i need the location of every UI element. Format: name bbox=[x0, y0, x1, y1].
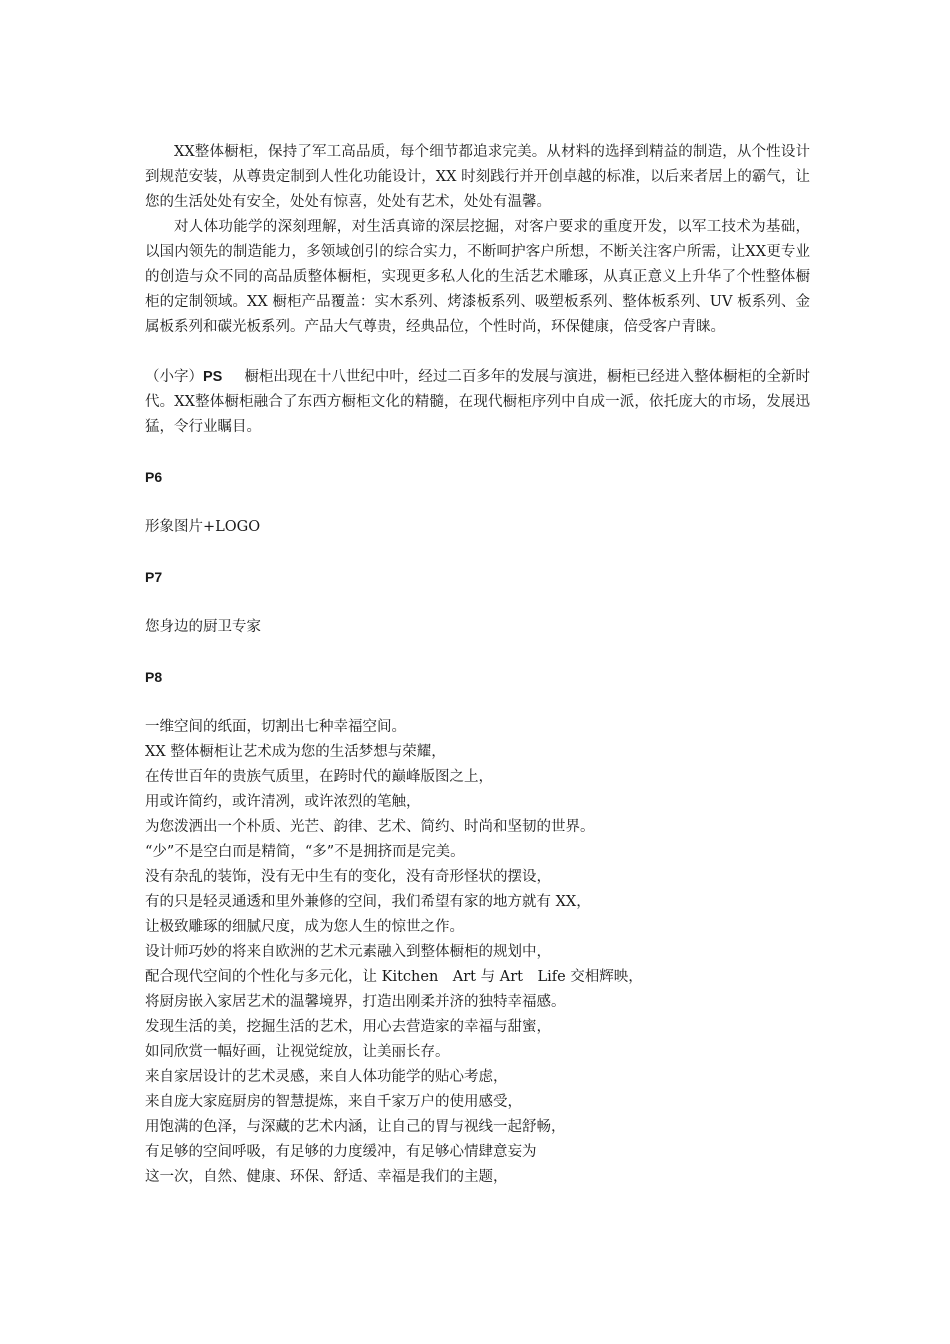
p6-text: 形象图片+LOGO bbox=[145, 519, 261, 535]
poem-line: 为您泼洒出一个朴质、光芒、韵律、艺术、简约、时尚和坚韧的世界。 bbox=[145, 819, 595, 835]
poem-line: 一维空间的纸面，切割出七种幸福空间。 bbox=[145, 719, 406, 735]
poem-line: 让极致雕琢的细腻尺度，成为您人生的惊世之作。 bbox=[145, 919, 464, 935]
poem-line: 发现生活的美，挖掘生活的艺术，用心去营造家的幸福与甜蜜， bbox=[145, 1019, 551, 1035]
poem-line: 用饱满的色泽，与深藏的艺术内涵，让自己的胃与视线一起舒畅， bbox=[145, 1119, 566, 1135]
intro-paragraph-1: XX整体橱柜，保持了军工高品质，每个细节都追求完美。从材料的选择到精益的制造，从个性设计到规范安装，从尊贵定制到人性化功能设计，XX 时刻践行并开创卓越的标准，以后来者居上的霸气，让您的生活处处有安全，处处有惊喜，处处有艺术，处处有温馨。 bbox=[145, 144, 810, 210]
poem-line: 没有杂乱的装饰，没有无中生有的变化，没有奇形怪状的摆设， bbox=[145, 869, 551, 885]
ps-paragraph bbox=[145, 365, 810, 440]
poem-line: 用或许简约，或许清冽，或许浓烈的笔触， bbox=[145, 794, 421, 810]
poem-line: 有的只是轻灵通透和里外兼修的空间，我们希望有家的地方就有 XX， bbox=[145, 894, 591, 910]
poem-line: 将厨房嵌入家居艺术的温馨境界，打造出刚柔并济的独特幸福感。 bbox=[145, 994, 566, 1010]
poem-line: 设计师巧妙的将来自欧洲的艺术元素融入到整体橱柜的规划中， bbox=[145, 944, 551, 960]
poem-line: 如同欣赏一幅好画，让视觉绽放，让美丽长存。 bbox=[145, 1044, 450, 1060]
poem-line: XX 整体橱柜让艺术成为您的生活梦想与荣耀， bbox=[145, 744, 446, 760]
ps-tag: PS bbox=[203, 369, 223, 385]
intro-paragraph-2: 对人体功能学的深刻理解，对生活真谛的深层挖掘，对客户要求的重度开发，以军工技术为基础，以国内领先的制造能力，多领域创引的综合实力，不断呵护客户所想，不断关注客户所需，让XX更专业的创造与众不同的高品质整体橱柜，实现更多私人化的生活艺术雕琢，从真正意义上升华了个性整体橱柜的定制领域。XX 橱柜产品覆盖：实木系列、烤漆板系列、吸塑板系列、整体板系列、UV 板系列、金属板系列和碳光板系列。产品大气尊贵，经典品位，个性时尚，环保健康，倍受客户青睐。 bbox=[145, 219, 810, 335]
poem-line: 这一次，自然、健康、环保、舒适、幸福是我们的主题， bbox=[145, 1169, 508, 1185]
ps-text: 橱柜出现在十八世纪中叶，经过二百多年的发展与演进，橱柜已经进入整体橱柜的全新时代。XX整体橱柜融合了东西方橱柜文化的精髓，在现代橱柜序列中自成一派，依托庞大的市场，发展迅猛，令行业瞩目。 bbox=[145, 369, 810, 435]
p8-lines bbox=[145, 715, 810, 1190]
section-heading-p7: P7 bbox=[145, 569, 163, 585]
document-page bbox=[145, 140, 810, 1190]
ps-prefix: （小字） bbox=[145, 369, 204, 385]
poem-line: “少”不是空白而是精简，“多”不是拥挤而是完美。 bbox=[145, 844, 465, 860]
poem-line: 来自庞大家庭厨房的智慧提炼，来自千家万户的使用感受， bbox=[145, 1094, 522, 1110]
poem-line: 配合现代空间的个性化与多元化，让 Kitchen Art 与 Art Life 交相辉映， bbox=[145, 969, 643, 985]
poem-line: 有足够的空间呼吸，有足够的力度缓冲，有足够心情肆意妄为 bbox=[145, 1144, 537, 1160]
poem-line: 在传世百年的贵族气质里，在跨时代的巅峰版图之上， bbox=[145, 769, 493, 785]
section-heading-p8: P8 bbox=[145, 669, 163, 685]
section-heading-p6: P6 bbox=[145, 469, 163, 485]
p7-text: 您身边的厨卫专家 bbox=[145, 619, 261, 635]
poem-line: 来自家居设计的艺术灵感，来自人体功能学的贴心考虑， bbox=[145, 1069, 508, 1085]
